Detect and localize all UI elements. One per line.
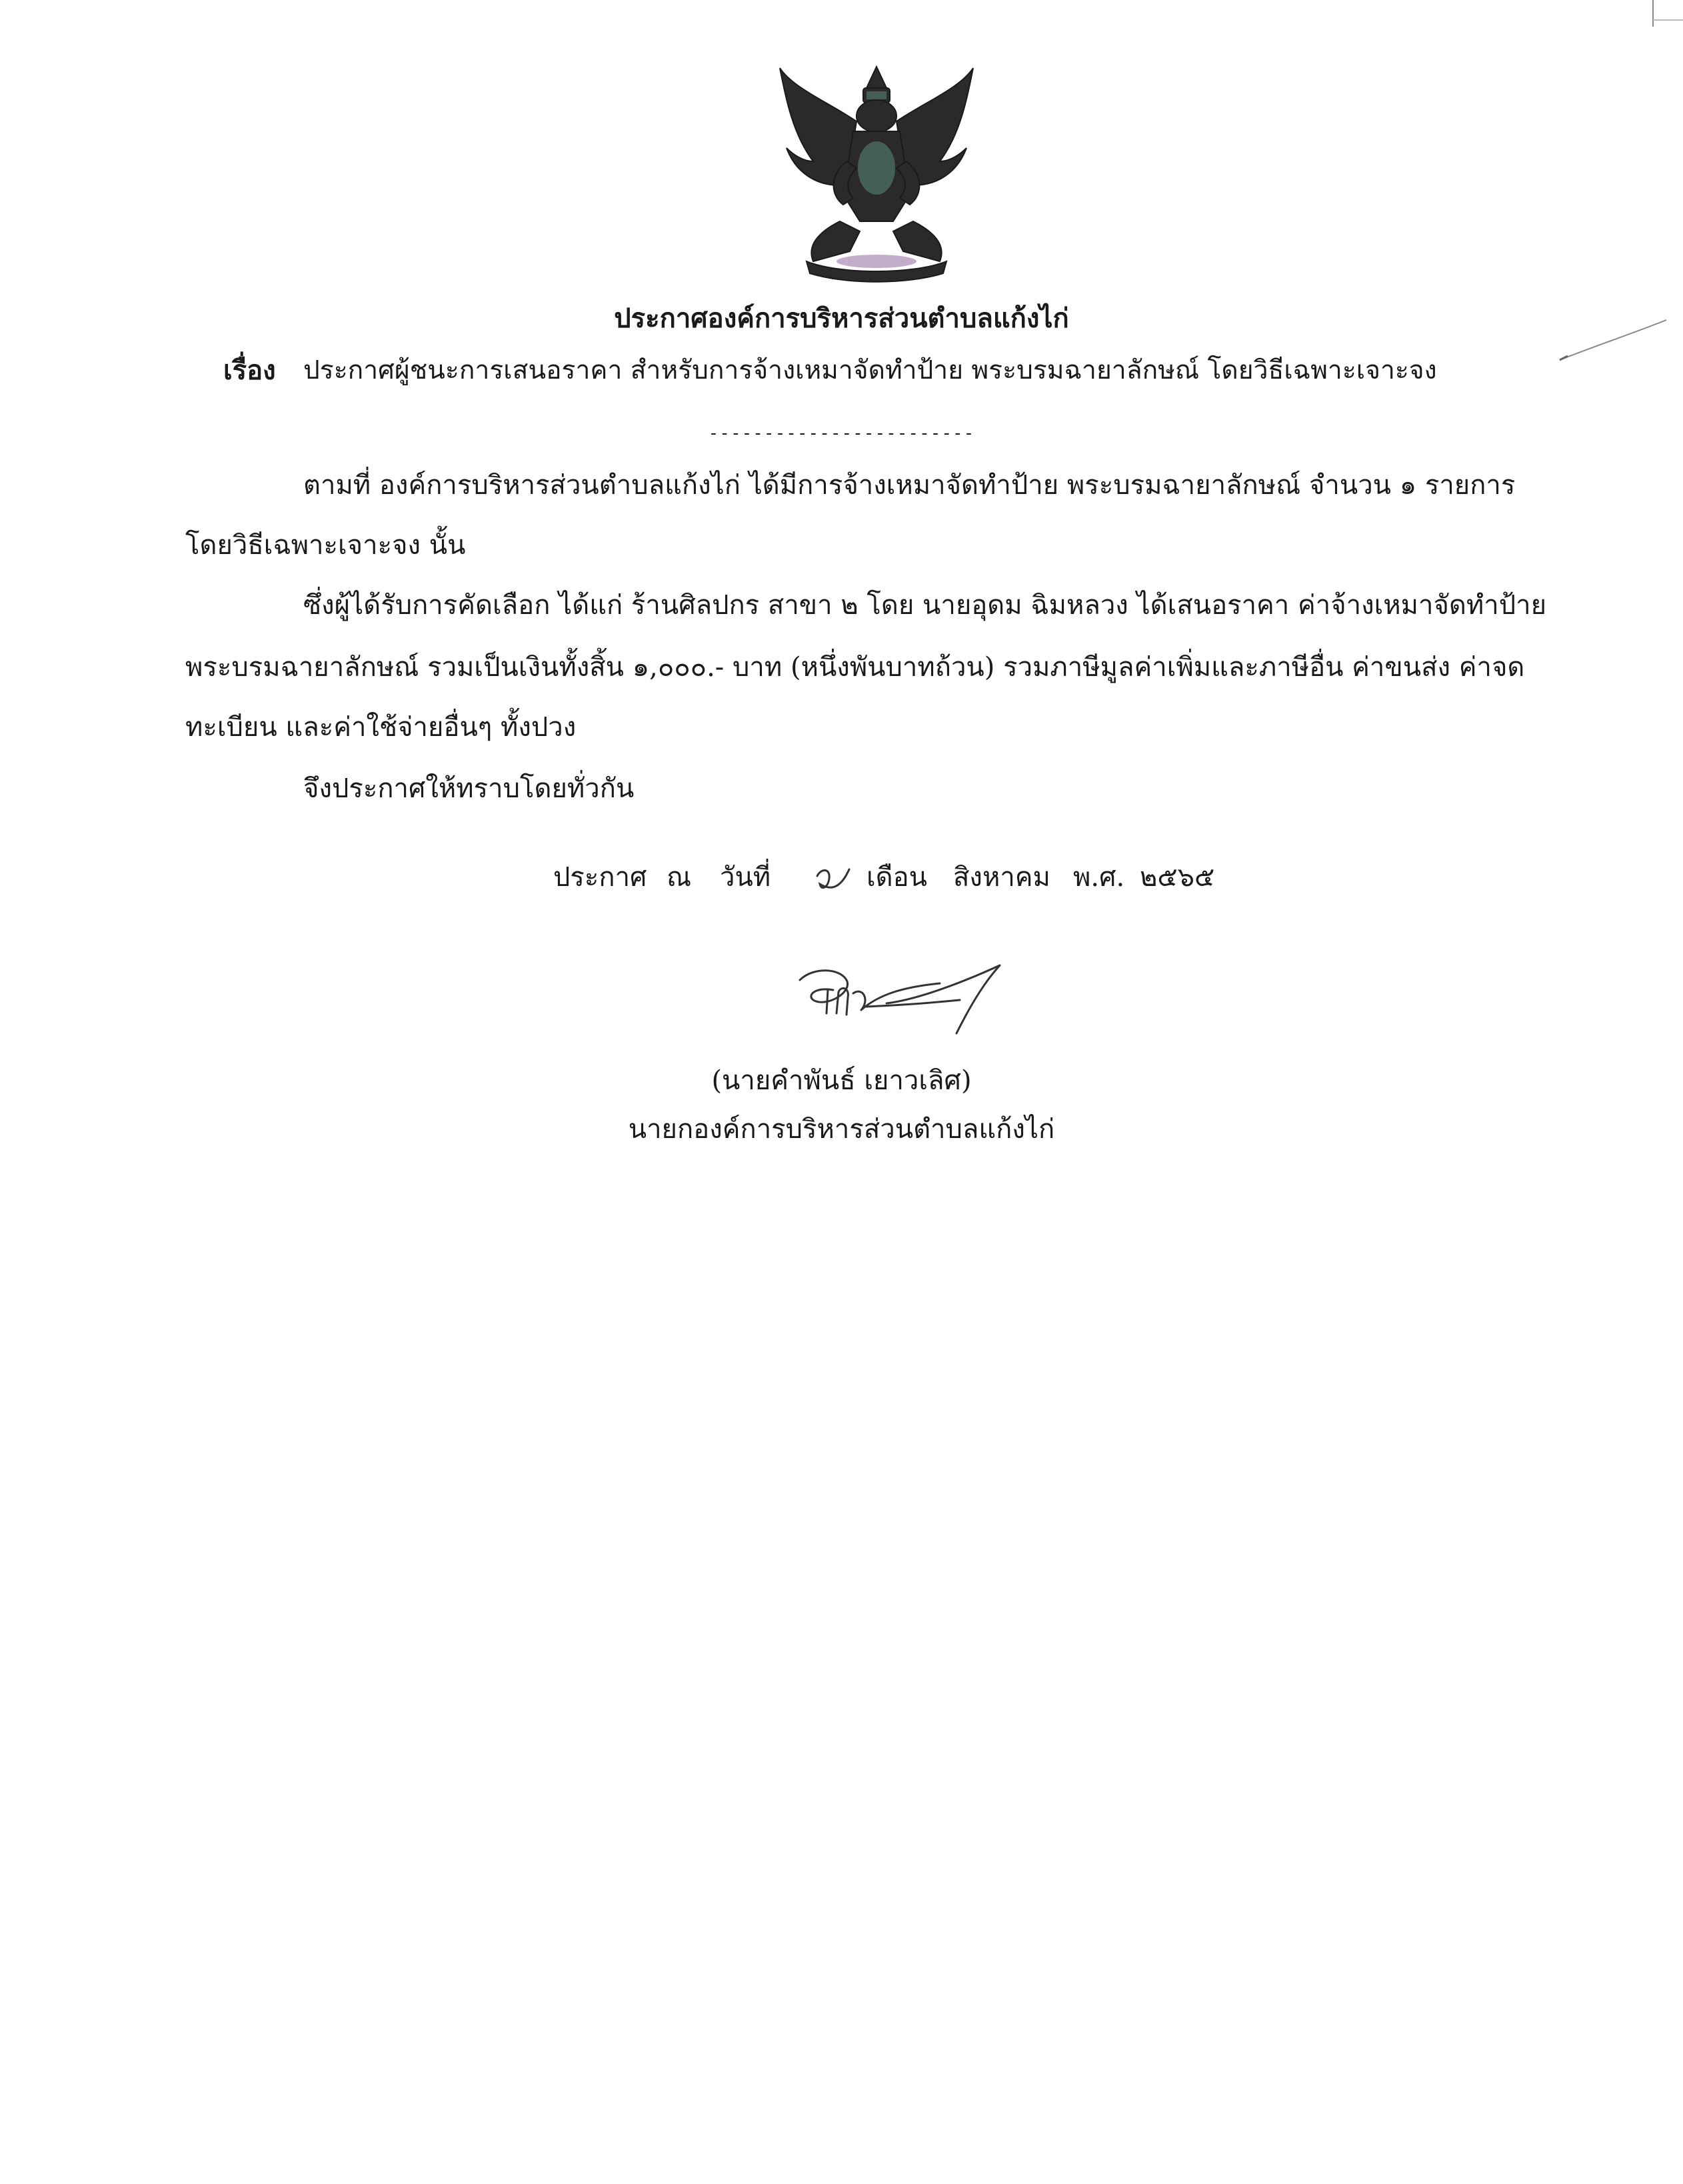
paragraph-2-line-1: ซึ่งผู้ได้รับการคัดเลือก ได้แก่ ร้านศิลปกร สาขา ๒ โดย นายอุดม ฉิมหลวง ได้เสนอราคา ค่าจ้างเหมาจัดทำป้าย — [303, 590, 1547, 621]
paragraph-1-line-1: ตามที่ องค์การบริหารส่วนตำบลแก้งไก่ ได้มีการจ้างเหมาจัดทำป้าย พระบรมฉายาลักษณ์ จำนวน ๑ รายการ — [303, 470, 1516, 501]
date-year: ๒๕๖๕ — [1140, 862, 1215, 893]
garuda-emblem-icon — [767, 61, 986, 288]
separator-line: ------------------------ — [708, 423, 975, 443]
date-month: สิงหาคม — [953, 862, 1050, 893]
handwritten-day-value — [812, 861, 858, 901]
date-day-label: วันที่ — [720, 862, 771, 893]
stray-pen-mark — [1553, 307, 1673, 367]
signer-name: (นายคำพันธ์ เยาวเลิศ) — [711, 1065, 972, 1096]
subject-label: เรื่อง — [223, 355, 276, 386]
paragraph-2-line-2: พระบรมฉายาลักษณ์ รวมเป็นเงินทั้งสิ้น ๑,๐๐๐.- บาท (หนึ่งพันบาทถ้วน) รวมภาษีมูลค่าเพิ่มและภาษีอื่น ค่าขนส่ง ค่าจด — [185, 652, 1525, 683]
paragraph-2-line-3: ทะเบียน และค่าใช้จ่ายอื่นๆ ทั้งปวง — [185, 712, 577, 743]
paragraph-1-line-2: โดยวิธีเฉพาะเจาะจง นั้น — [185, 530, 466, 561]
page-edge-mark — [1650, 0, 1683, 27]
date-month-label: เดือน — [866, 862, 928, 893]
paragraph-3: จึงประกาศให้ทราบโดยทั่วกัน — [303, 773, 635, 804]
date-era: พ.ศ. — [1073, 862, 1125, 893]
signer-position: นายกองค์การบริหารส่วนตำบลแก้งไก่ — [628, 1114, 1055, 1145]
date-at: ณ — [667, 862, 692, 893]
subject-text: ประกาศผู้ชนะการเสนอราคา สำหรับการจ้างเหมาจัดทำป้าย พระบรมฉายาลักษณ์ โดยวิธีเฉพาะเจาะจง — [303, 355, 1437, 385]
handwritten-signature — [787, 953, 1020, 1053]
date-prefix: ประกาศ — [553, 862, 647, 893]
document-title: ประกาศองค์การบริหารส่วนตำบลแก้งไก่ — [614, 303, 1069, 334]
